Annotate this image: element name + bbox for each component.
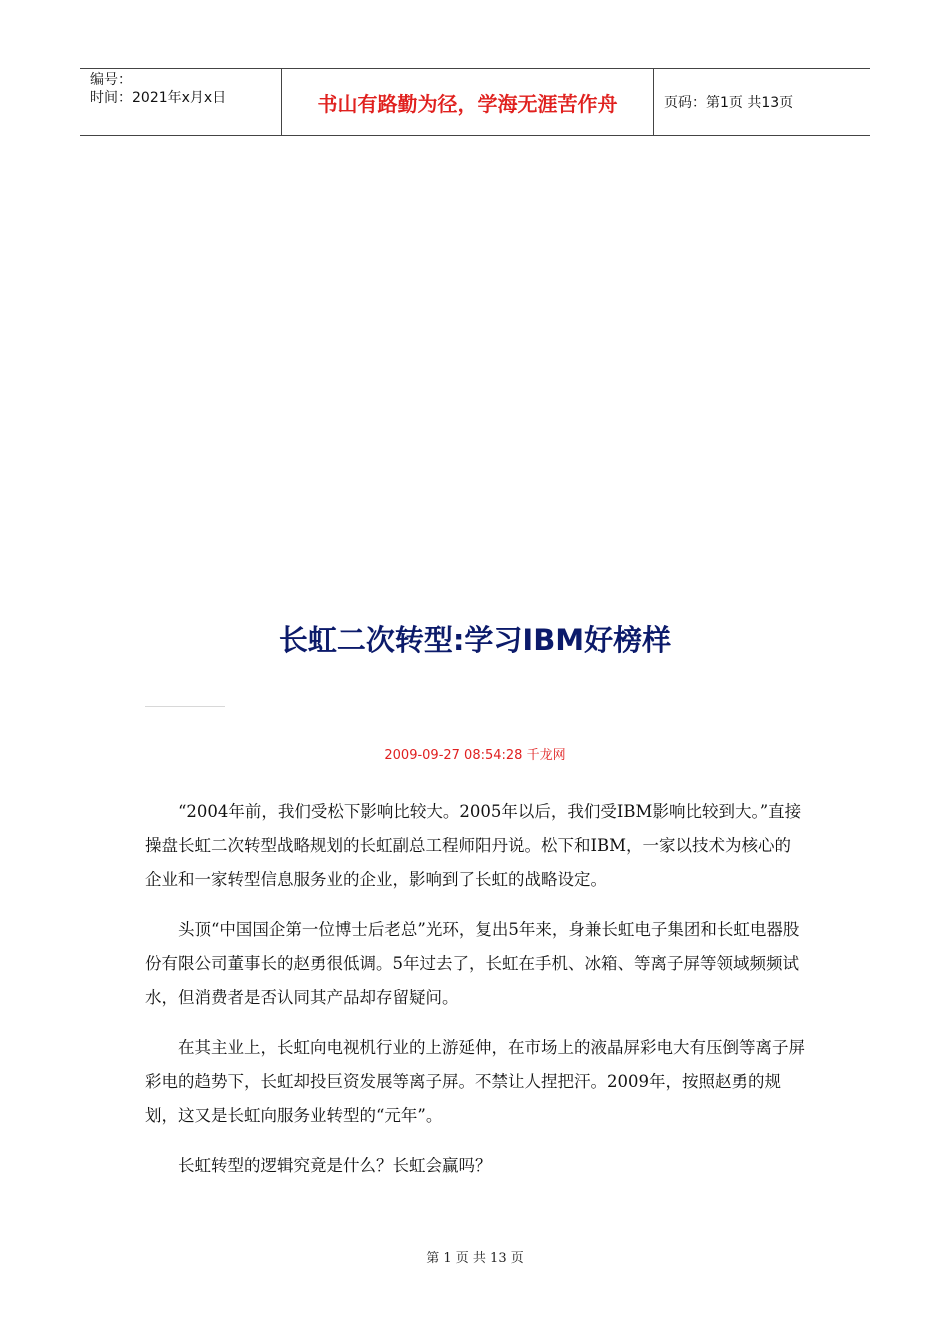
header-meta <box>80 69 281 135</box>
paragraph: 在其主业上，长虹向电视机行业的上游延伸，在市场上的液晶屏彩电大有压倒等离子屏彩电的趋势下，长虹却投巨资发展等离子屏。不禁让人捏把汗。2009年，按照赵勇的规划，这又是长虹向服务业转型的“元年”。 <box>145 1038 805 1125</box>
article-dateline <box>0 744 950 763</box>
article-body <box>145 795 805 1199</box>
time-label: 时间：2021年x月x日 <box>90 90 227 106</box>
document-header <box>80 68 870 136</box>
article-title: 长虹二次转型:学习IBM好榜样 <box>278 623 672 657</box>
page-footer: 第 1 页 共 13 页 <box>426 1251 524 1266</box>
header-page-info: 页码：第1页 共13页 <box>664 95 794 111</box>
number-label: 编号： <box>90 72 132 88</box>
divider <box>145 706 225 707</box>
paragraph: 长虹转型的逻辑究竟是什么？长虹会赢吗？ <box>178 1156 492 1175</box>
paragraph: “2004年前，我们受松下影响比较大。2005年以后，我们受IBM影响比较到大。”直接操盘长虹二次转型战略规划的长虹副总工程师阳丹说。松下和IBM，一家以技术为核心的企业和一家转型信息服务业的企业，影响到了长虹的战略设定。 <box>145 802 802 889</box>
header-motto: 书山有路勤为径，学海无涯苦作舟 <box>281 69 654 135</box>
paragraph: 头顶“中国国企第一位博士后老总”光环，复出5年来，身兼长虹电子集团和长虹电器股份有限公司董事长的赵勇很低调。5年过去了，长虹在手机、冰箱、等离子屏等领域频频试水，但消费者是否认同其产品却存留疑问。 <box>145 920 800 1007</box>
article-source: 千龙网 <box>526 748 566 763</box>
article-timestamp: 2009-09-27 08:54:28 <box>384 748 523 763</box>
